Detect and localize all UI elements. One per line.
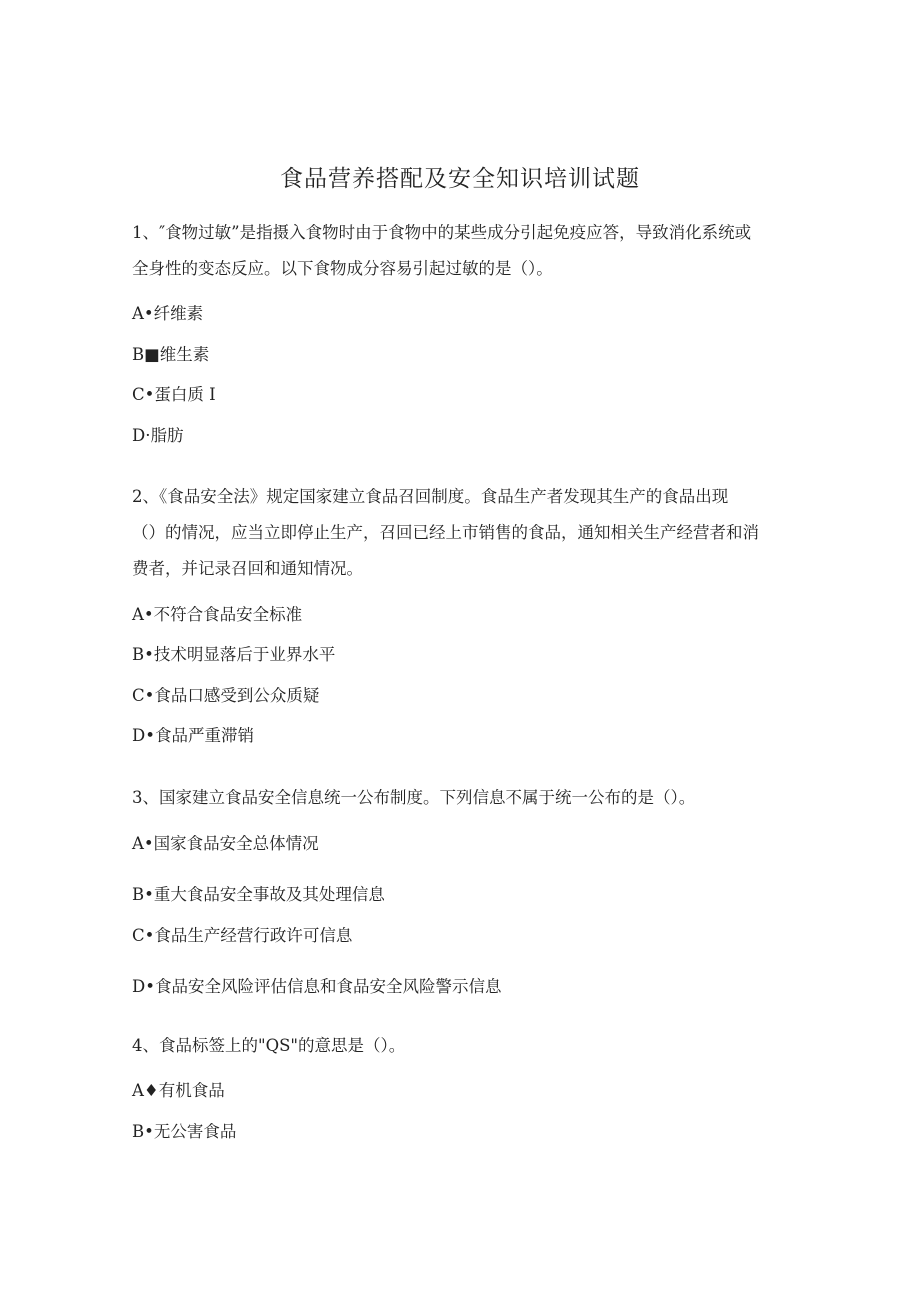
question-3-option-d: D•食品安全风险评估信息和食品安全风险警示信息 — [132, 977, 502, 996]
question-2-text-line-1: 2、《食品安全法》规定国家建立食品召回制度。食品生产者发现其生产的食品出现 — [132, 487, 729, 506]
question-2-option-c: C•食品口感受到公众质疑 — [132, 686, 320, 705]
question-1-option-c: C•蛋白质 I — [132, 385, 216, 404]
question-4-option-a: A♦有机食品 — [132, 1081, 225, 1100]
question-3-option-c: C•食品生产经营行政许可信息 — [132, 926, 353, 945]
question-1-option-b: B■维生素 — [132, 345, 210, 364]
question-2-text-line-3: 费者，并记录召回和通知情况。 — [132, 559, 363, 578]
question-1-option-d: D·脂肪 — [132, 426, 184, 445]
question-4-option-b: B•无公害食品 — [132, 1122, 237, 1141]
question-3-option-b: B•重大食品安全事故及其处理信息 — [132, 885, 385, 904]
question-3-option-a: A•国家食品安全总体情况 — [132, 834, 319, 853]
question-2-option-d: D•食品严重滞销 — [132, 726, 254, 745]
question-4-text-line-1: 4、食品标签上的"QS"的意思是（）。 — [132, 1036, 406, 1055]
question-3-text-line-1: 3、国家建立食品安全信息统一公布制度。下列信息不属于统一公布的是（）。 — [132, 788, 696, 807]
question-2-option-b: B•技术明显落后于业界水平 — [132, 645, 336, 664]
question-1-text-line-1: 1、″食物过敏”是指摄入食物时由于食物中的某些成分引起免疫应答，导致消化系统或 — [132, 223, 752, 242]
question-2-option-a: A•不符合食品安全标准 — [132, 605, 303, 624]
question-2-text-line-2: （）的情况，应当立即停止生产，召回已经上市销售的食品，通知相关生产经营者和消 — [132, 523, 759, 542]
question-1-option-a: A•纤维素 — [132, 304, 204, 323]
question-1-text-line-2: 全身性的变态反应。以下食物成分容易引起过敏的是（）。 — [132, 259, 553, 278]
document-title: 食品营养搭配及安全知识培训试题 — [280, 166, 640, 192]
